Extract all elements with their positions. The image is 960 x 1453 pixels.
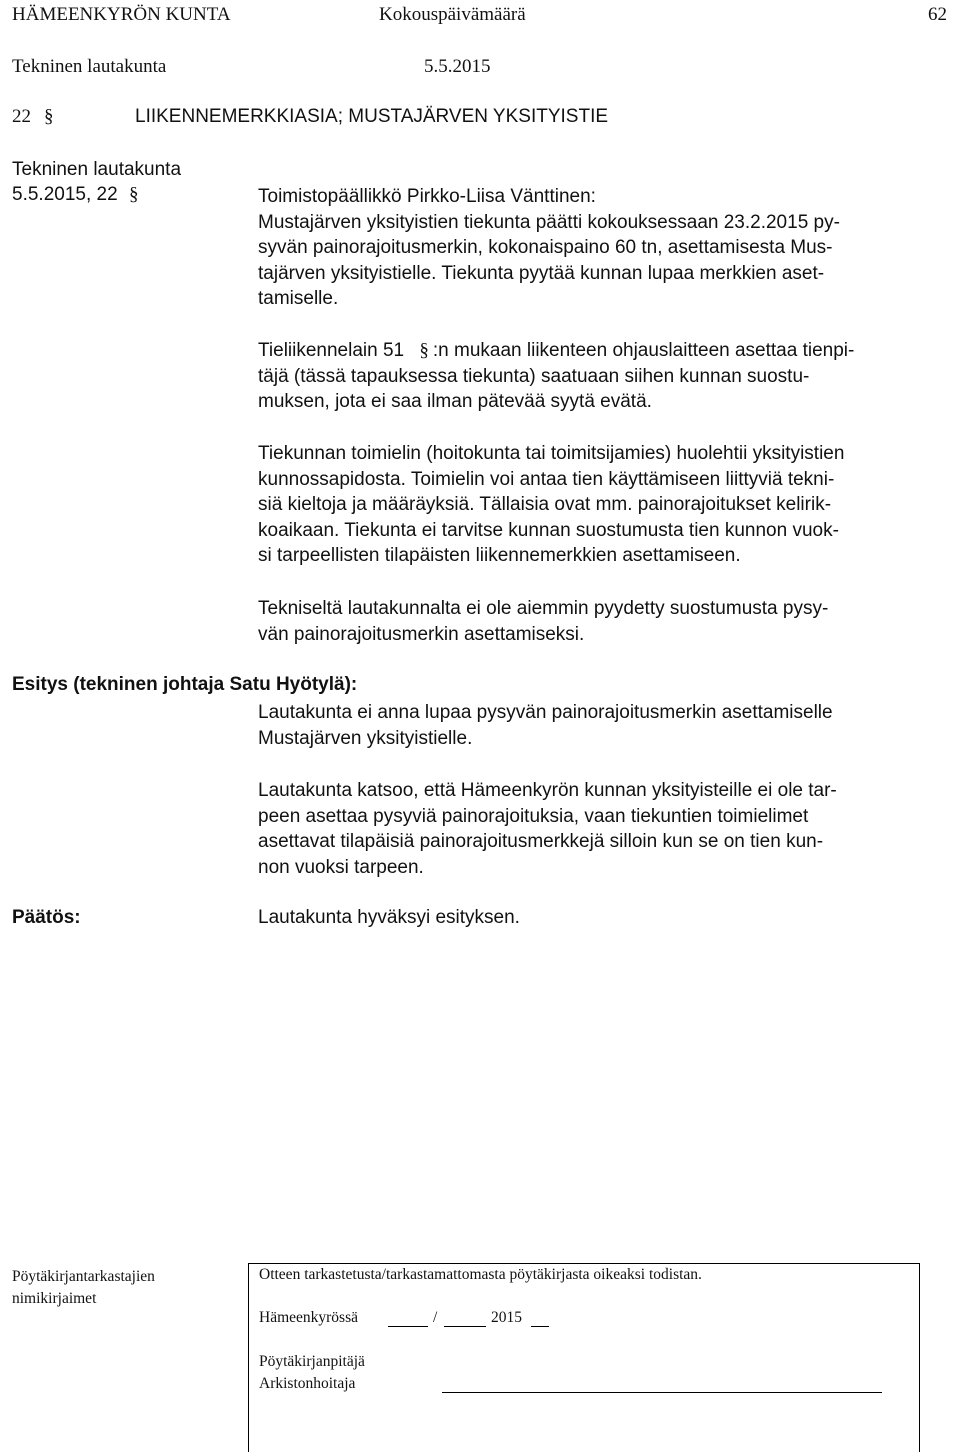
certification-year: 2015 xyxy=(491,1309,522,1326)
paragraph-line: non vuoksi tarpeen. xyxy=(258,856,424,878)
law-section-sign: § xyxy=(419,340,429,361)
context-section-sign: § xyxy=(128,184,139,205)
paragraph-line: Mustajärven yksityistien tiekunta päätti kokouksessaan 23.2.2015 py- xyxy=(258,211,840,233)
paragraph-line: Toimistopäällikkö Pirkko-Liisa Vänttinen: xyxy=(258,186,596,207)
paragraph-line: tajärven yksityistielle. Tiekunta pyytää kunnan lupaa merkkien aset- xyxy=(258,262,825,284)
context-reference xyxy=(12,184,138,206)
paragraph-line: Tekniseltä lautakunnalta ei ole aiemmin pyydetty suostumusta pysy- xyxy=(258,598,829,619)
signature-blank xyxy=(442,1391,882,1393)
context-committee: Tekninen lautakunta xyxy=(12,159,182,180)
paragraph-line: tamiselle. xyxy=(258,288,339,310)
month-blank xyxy=(444,1325,486,1327)
paragraph-line: Lautakunta ei anna lupaa pysyvän painorajoitusmerkin asettamiselle xyxy=(258,702,833,723)
signers-label-line: nimikirjaimet xyxy=(12,1290,97,1307)
paragraph-line: asettavat tilapäisiä painorajoitusmerkkejä silloin kun se on tien kun- xyxy=(258,831,824,853)
paragraph-line: syvän painorajoitusmerkin, kokonaispaino 60 tn, asettamisesta Mus- xyxy=(258,237,833,259)
paragraph-line: kunnossapidosta. Toimielin voi antaa tien käyttämiseen liittyviä tekni- xyxy=(258,468,835,490)
law-reference: Tieliikennelain 51 xyxy=(258,340,410,361)
signers-label xyxy=(12,1266,155,1310)
decision-text: Lautakunta hyväksyi esityksen. xyxy=(258,907,520,928)
page-number: 62 xyxy=(928,4,947,25)
document-type: Kokouspäivämäärä xyxy=(379,4,526,25)
committee-name: Tekninen lautakunta xyxy=(12,56,167,77)
paragraph-line: vän painorajoitusmerkin asettamiseksi. xyxy=(258,623,585,645)
proposal-text-2 xyxy=(258,778,958,880)
law-line-rest: :n mukaan liikenteen ohjauslaitteen asettaa tienpi- xyxy=(432,340,855,361)
signers-label-line: Pöytäkirjantarkastajien xyxy=(12,1268,155,1285)
item-section-sign: § xyxy=(44,106,54,127)
paragraph-intro xyxy=(258,184,958,312)
paragraph-no-prior-request xyxy=(258,596,958,647)
context-ref-text: 5.5.2015, 22 xyxy=(12,184,118,205)
role-archivist: Arkistonhoitaja xyxy=(259,1375,356,1392)
day-blank xyxy=(388,1325,428,1327)
paragraph-line: täjä (tässä tapauksessa tiekunta) saatuaan siihen kunnan suostu- xyxy=(258,365,810,387)
certification-place: Hämeenkyrössä xyxy=(259,1309,358,1326)
paragraph-line: siä kieltoja ja määräyksiä. Tällaisia ovat mm. painorajoitukset kelirik- xyxy=(258,494,832,516)
meeting-date: 5.5.2015 xyxy=(424,56,491,77)
paragraph-line xyxy=(258,338,958,364)
decision-label: Päätös: xyxy=(12,907,81,928)
item-number-value: 22 xyxy=(12,106,31,127)
paragraph-line: peen asettaa pysyviä painorajoituksia, vaan tiekuntien toimielimet xyxy=(258,805,809,827)
paragraph-law xyxy=(258,338,958,415)
proposal-text-1 xyxy=(258,700,958,751)
paragraph-line: Mustajärven yksityistielle. xyxy=(258,727,473,749)
paragraph-line: koaikaan. Tiekunta ei tarvitse kunnan suostumusta tien kunnon vuok- xyxy=(258,519,839,541)
item-number xyxy=(12,106,31,128)
proposal-label: Esitys (tekninen johtaja Satu Hyötylä): xyxy=(12,674,358,695)
paragraph-line: muksen, jota ei saa ilman pätevää syytä evätä. xyxy=(258,391,652,413)
role-minutes-keeper: Pöytäkirjanpitäjä xyxy=(259,1353,365,1370)
date-slash: / xyxy=(433,1309,438,1326)
paragraph-line: si tarpeellisten tilapäisten liikennemerkkien asettamiseen. xyxy=(258,545,741,567)
municipality-name: HÄMEENKYRÖN KUNTA xyxy=(12,4,231,25)
item-title: LIIKENNEMERKKIASIA; MUSTAJÄRVEN YKSITYISTIE xyxy=(135,106,609,127)
paragraph-line: Lautakunta katsoo, että Hämeenkyrön kunnan yksityisteille ei ole tar- xyxy=(258,780,837,801)
certification-text: Otteen tarkastetusta/tarkastamattomasta pöytäkirjasta oikeaksi todistan. xyxy=(259,1266,702,1283)
year-blank xyxy=(531,1325,549,1327)
paragraph-line: Tiekunnan toimielin (hoitokunta tai toimitsijamies) huolehtii yksityistien xyxy=(258,443,845,464)
paragraph-maintenance xyxy=(258,441,958,569)
